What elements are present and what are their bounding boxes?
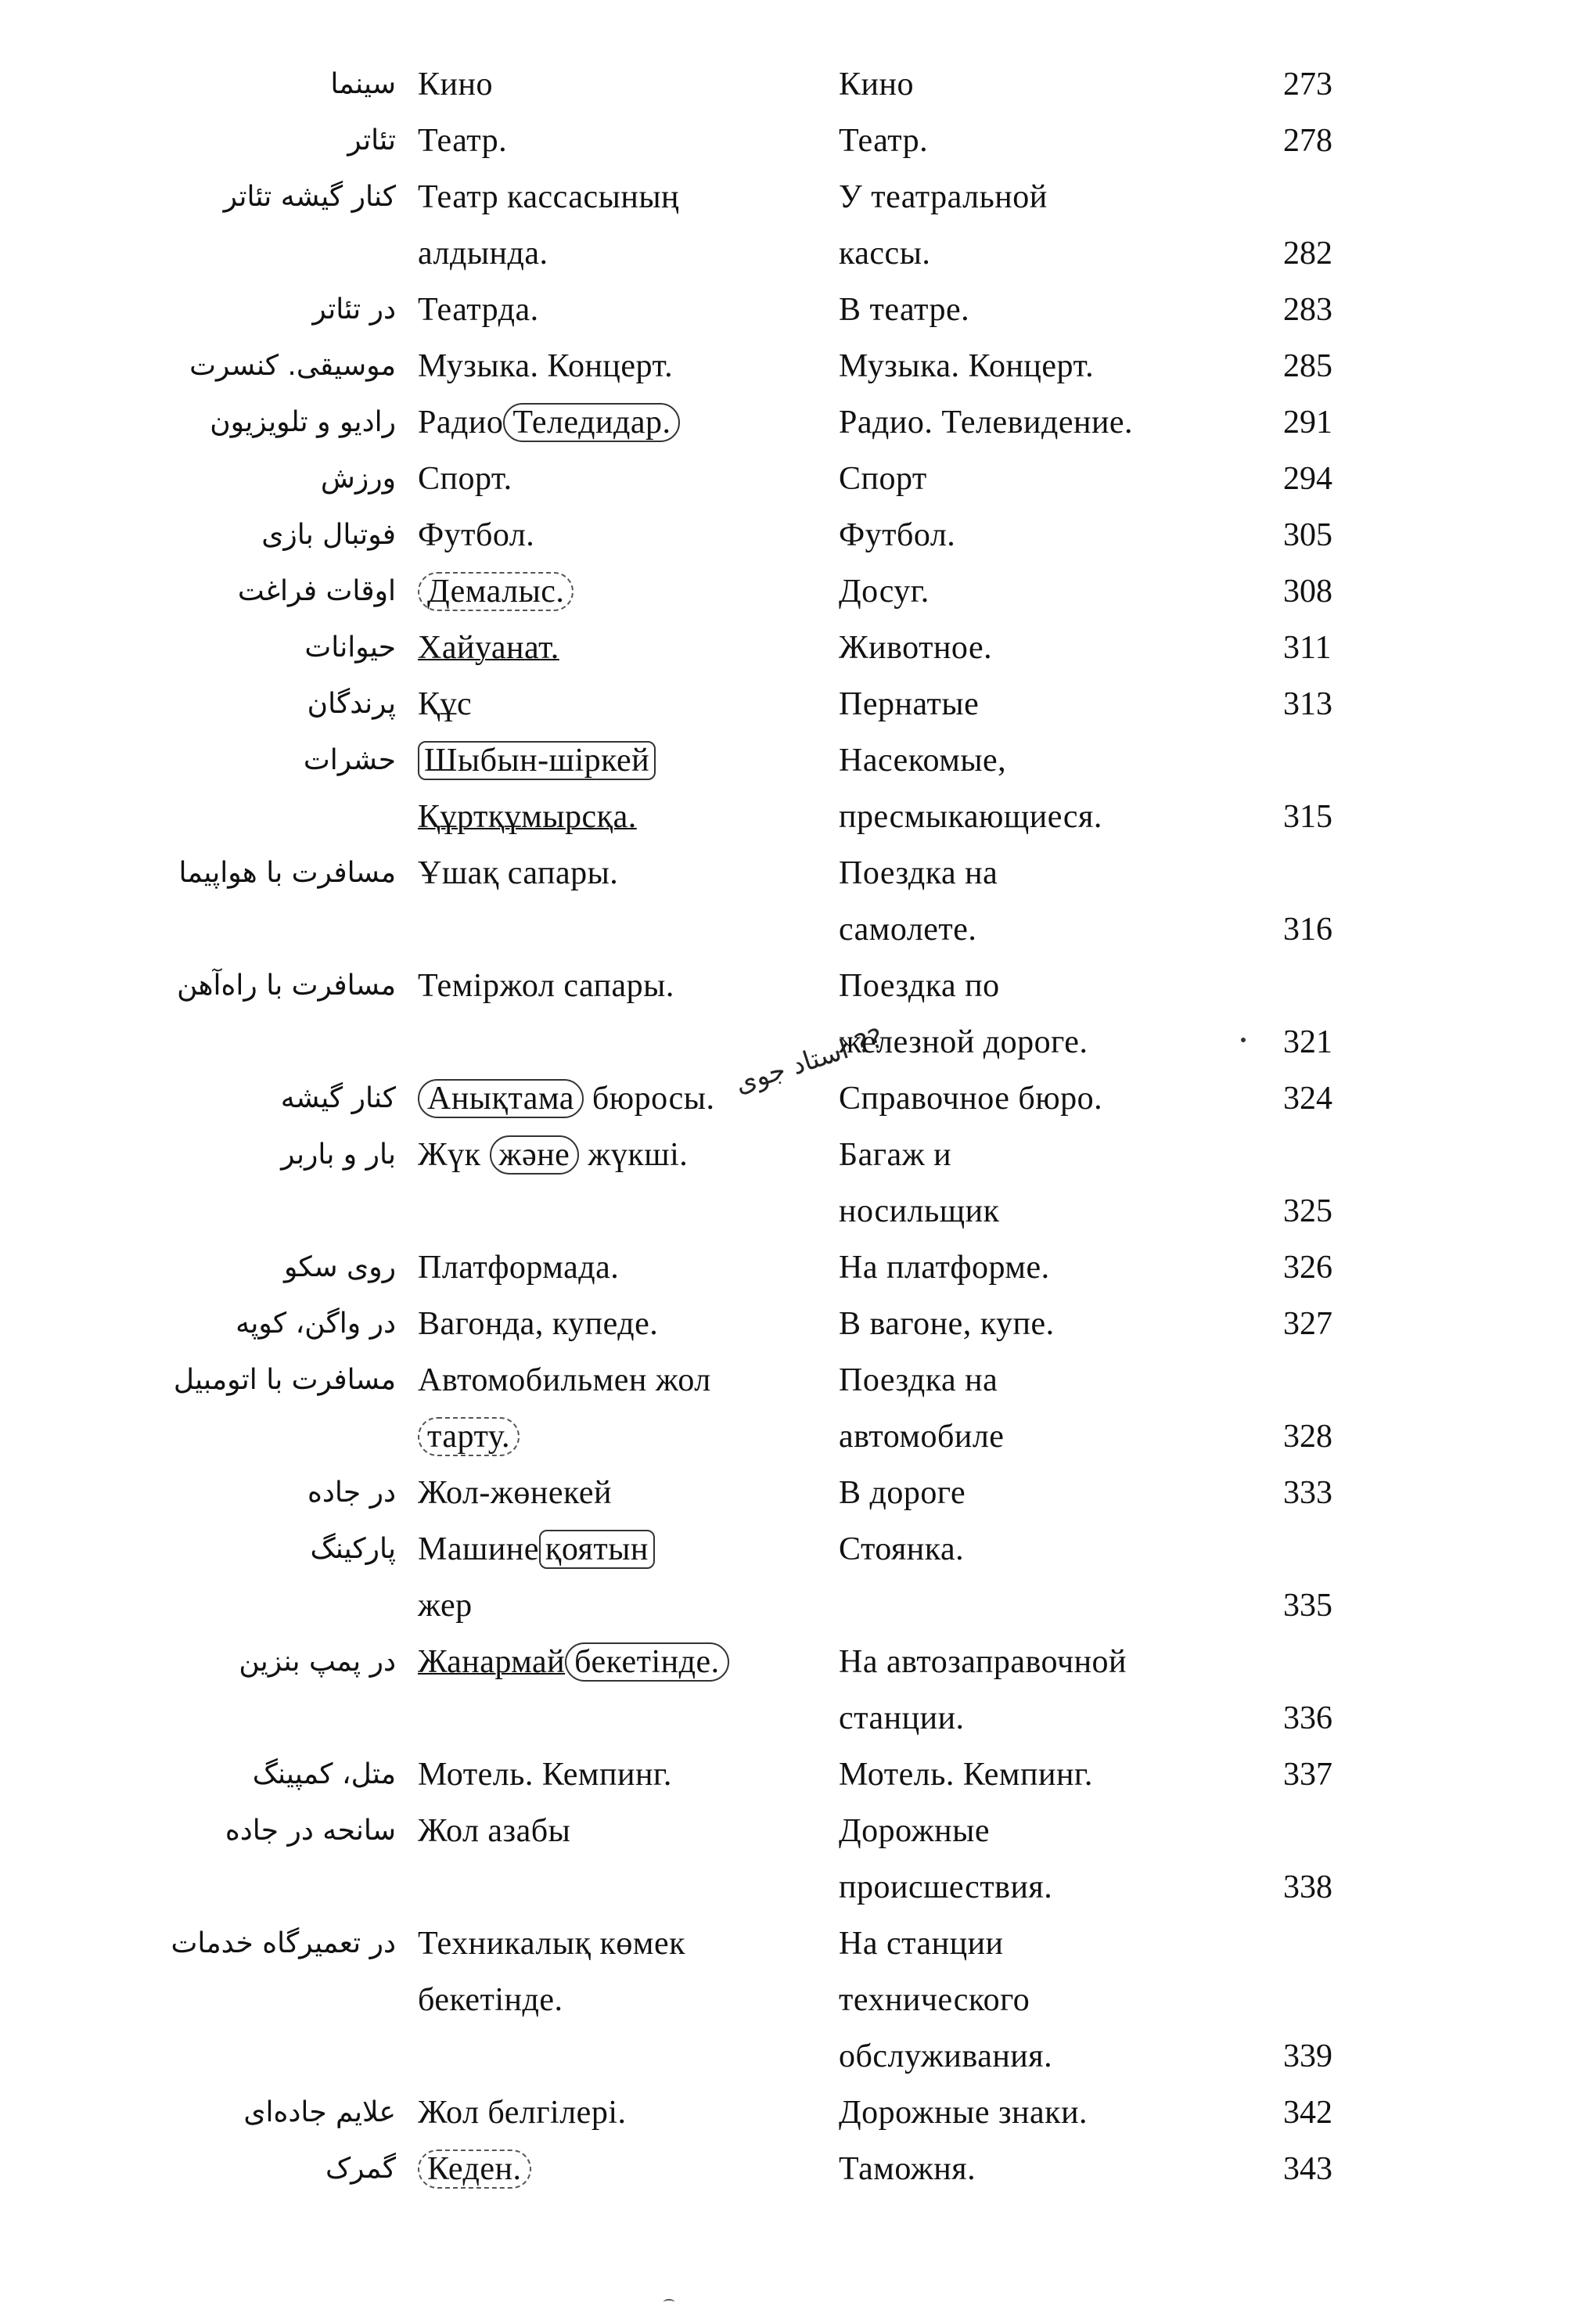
- toc-row: [0, 2141, 1593, 2197]
- toc-row: [0, 732, 1593, 789]
- russian-title: автомобиле: [839, 1419, 1005, 1455]
- persian-title: روی سکو: [283, 1251, 396, 1283]
- toc-row: [0, 225, 1593, 282]
- toc-row: [0, 1747, 1593, 1803]
- kazakh-title: [418, 1127, 688, 1183]
- page-number: 294: [1283, 461, 1332, 497]
- russian-title: Музыка. Концерт.: [839, 348, 1095, 384]
- kazakh-title: Платформада.: [418, 1250, 620, 1286]
- toc-row: [0, 1972, 1593, 2028]
- persian-title: در تئاتر: [312, 293, 396, 326]
- toc-row: [0, 901, 1593, 958]
- handwritten-circle-mark: Анықтама: [418, 1079, 584, 1118]
- kazakh-title: Театр кассасының: [418, 179, 680, 215]
- kazakh-title: Спорт.: [418, 461, 512, 497]
- russian-title: В дороге: [839, 1475, 966, 1511]
- persian-title: گمرک: [325, 2153, 396, 2185]
- russian-title: Справочное бюро.: [839, 1081, 1103, 1117]
- page-number: 316: [1283, 912, 1332, 948]
- toc-row: [0, 1521, 1593, 1578]
- handwritten-annotation: ?? استاد جوی: [731, 1022, 887, 1100]
- toc-row: [0, 451, 1593, 507]
- kazakh-title: Вагонда, купеде.: [418, 1306, 659, 1342]
- russian-title: технического: [839, 1982, 1030, 2018]
- russian-title: самолете.: [839, 912, 977, 948]
- russian-title: Дорожные знаки.: [839, 2095, 1088, 2131]
- toc-row: [0, 676, 1593, 732]
- russian-title: Театр.: [839, 123, 929, 159]
- page-number: 321: [1283, 1024, 1332, 1060]
- page-number: 325: [1283, 1193, 1332, 1229]
- russian-title: носильщик: [839, 1193, 1000, 1229]
- page-number: 336: [1283, 1700, 1332, 1736]
- russian-title: Животное.: [839, 630, 993, 666]
- russian-title: Радио. Телевидение.: [839, 405, 1134, 441]
- russian-title: Таможня.: [839, 2151, 976, 2187]
- page-number: 282: [1283, 236, 1332, 272]
- kazakh-title: Театрда.: [418, 292, 539, 328]
- toc-row: [0, 789, 1593, 845]
- page-number: 285: [1283, 348, 1332, 384]
- toc-row: [0, 620, 1593, 676]
- russian-title: В театре.: [839, 292, 970, 328]
- page-number: 273: [1283, 67, 1332, 103]
- persian-title: پارکینگ: [310, 1533, 396, 1565]
- page-number: 338: [1283, 1869, 1332, 1905]
- page-number: 335: [1283, 1588, 1332, 1624]
- handwritten-circle-mark: және: [490, 1135, 580, 1175]
- page-number: 326: [1283, 1250, 1332, 1286]
- kazakh-title: [418, 1070, 715, 1127]
- kazakh-title: жер: [418, 1588, 473, 1624]
- russian-title: Пернатые: [839, 686, 980, 722]
- russian-title: У театральной: [839, 179, 1048, 215]
- persian-title: در تعمیرگاه خدمات: [171, 1927, 396, 1959]
- persian-title: سینما: [330, 68, 396, 100]
- pencil-stroke-mark: [663, 2299, 674, 2305]
- kazakh-title: [418, 563, 574, 620]
- russian-title: Спорт: [839, 461, 927, 497]
- kazakh-title: [418, 1634, 729, 1690]
- russian-title: Поездка на: [839, 1362, 998, 1398]
- russian-title: железной дороге.: [839, 1024, 1088, 1060]
- page-number: 305: [1283, 517, 1332, 553]
- toc-row: [0, 394, 1593, 451]
- persian-title: متل، کمپینگ: [252, 1758, 396, 1790]
- persian-title: کنار گیشه: [280, 1082, 396, 1114]
- kazakh-title: [418, 1521, 655, 1578]
- kazakh-text: Жүк: [418, 1137, 481, 1173]
- russian-title: Кино: [839, 67, 914, 103]
- kazakh-text: Радио: [418, 405, 504, 441]
- page-number: 283: [1283, 292, 1332, 328]
- page-number: 342: [1283, 2095, 1332, 2131]
- kazakh-title: Футбол.: [418, 517, 535, 553]
- toc-row: [0, 1296, 1593, 1352]
- toc-row: [0, 958, 1593, 1014]
- page-number: 291: [1283, 405, 1332, 441]
- russian-title: Поездка по: [839, 968, 1000, 1004]
- handwritten-circle-mark: тарту.: [418, 1417, 520, 1456]
- kazakh-title: Кино: [418, 67, 493, 103]
- russian-title: Футбол.: [839, 517, 956, 553]
- kazakh-title: Автомобильмен жол: [418, 1362, 711, 1398]
- kazakh-text: бюросы.: [592, 1081, 715, 1117]
- table-of-contents: [0, 56, 1593, 2197]
- russian-title: станции.: [839, 1700, 965, 1736]
- kazakh-title: Жол белгілері.: [418, 2095, 627, 2131]
- toc-row: [0, 507, 1593, 563]
- handwritten-circle-mark: Демалыс.: [418, 572, 574, 611]
- toc-row: [0, 1408, 1593, 1465]
- page-number: 311: [1283, 630, 1332, 666]
- kazakh-title: Хайуанат.: [418, 630, 559, 666]
- toc-row: [0, 113, 1593, 169]
- kazakh-title: [418, 394, 680, 451]
- toc-row: [0, 282, 1593, 338]
- kazakh-title: бекетінде.: [418, 1982, 563, 2018]
- russian-title: Мотель. Кемпинг.: [839, 1757, 1093, 1793]
- persian-title: در واگن، کوپه: [236, 1308, 396, 1340]
- toc-row: [0, 1127, 1593, 1183]
- persian-title: مسافرت با هواپیما: [178, 857, 396, 889]
- russian-title: В вагоне, купе.: [839, 1306, 1055, 1342]
- kazakh-title: Музыка. Концерт.: [418, 348, 674, 384]
- russian-title: обслуживания.: [839, 2038, 1053, 2074]
- page-number: 308: [1283, 574, 1332, 610]
- kazakh-title: алдында.: [418, 236, 548, 272]
- persian-title: ورزش: [320, 462, 396, 495]
- russian-title: Досуг.: [839, 574, 930, 610]
- kazakh-title: Мотель. Кемпинг.: [418, 1757, 672, 1793]
- russian-title: Дорожные: [839, 1813, 990, 1849]
- persian-title: حیوانات: [304, 631, 396, 664]
- persian-title: در پمپ بنزین: [239, 1646, 396, 1678]
- kazakh-title: [418, 2141, 531, 2197]
- persian-title: پرندگان: [307, 688, 396, 720]
- russian-title: Насекомые,: [839, 743, 1007, 779]
- toc-row: [0, 1803, 1593, 1859]
- persian-title: بار و باربر: [281, 1139, 396, 1171]
- russian-title: Багаж и: [839, 1137, 952, 1173]
- persian-title: کنار گیشه تئاتر: [223, 181, 396, 213]
- kazakh-title: Теміржол сапары.: [418, 968, 674, 1004]
- kazakh-title: Техникалық көмек: [418, 1926, 685, 1962]
- russian-title: Поездка на: [839, 855, 998, 891]
- russian-title: происшествия.: [839, 1869, 1053, 1905]
- kazakh-title: Жол азабы: [418, 1813, 571, 1849]
- persian-title: سانحه در جاده: [225, 1815, 396, 1847]
- page-number: 278: [1283, 123, 1332, 159]
- page-number: 337: [1283, 1757, 1332, 1793]
- page-number: 343: [1283, 2151, 1332, 2187]
- persian-title: اوقات فراغت: [237, 575, 396, 607]
- toc-row: [0, 2085, 1593, 2141]
- handwritten-circle-mark: Теледидар.: [503, 403, 680, 442]
- persian-title: حشرات: [303, 744, 396, 776]
- kazakh-title: [418, 1408, 520, 1465]
- toc-row: [0, 2028, 1593, 2085]
- persian-title: فوتبال بازی: [261, 519, 396, 551]
- toc-row: [0, 1183, 1593, 1239]
- toc-row: [0, 845, 1593, 901]
- toc-row: [0, 169, 1593, 225]
- russian-title: На автозаправочной: [839, 1644, 1127, 1680]
- page-number: 313: [1283, 686, 1332, 722]
- kazakh-title: Театр.: [418, 123, 508, 159]
- pencil-dot-mark: [1241, 1038, 1246, 1042]
- toc-row: [0, 56, 1593, 113]
- handwritten-box-mark: қоятын: [539, 1530, 655, 1569]
- russian-title: На платформе.: [839, 1250, 1050, 1286]
- toc-row: [0, 338, 1593, 394]
- toc-row: [0, 1859, 1593, 1916]
- handwritten-box-mark: Шыбын-шіркей: [418, 741, 656, 780]
- kazakh-text: Жанармай: [418, 1644, 566, 1680]
- kazakh-title: Құс: [418, 686, 473, 722]
- persian-title: رادیو و تلویزیون: [210, 406, 396, 438]
- toc-row: [0, 1690, 1593, 1747]
- persian-title: در جاده: [307, 1477, 396, 1509]
- russian-title: пресмыкающиеся.: [839, 799, 1102, 835]
- russian-title: На станции: [839, 1926, 1004, 1962]
- toc-row: [0, 1239, 1593, 1296]
- toc-row: [0, 1578, 1593, 1634]
- page-number: 315: [1283, 799, 1332, 835]
- toc-row: [0, 563, 1593, 620]
- kazakh-title: Жол-жөнекей: [418, 1475, 613, 1511]
- kazakh-title: [418, 732, 656, 789]
- page-number: 339: [1283, 2038, 1332, 2074]
- persian-title: مسافرت با راه‌آهن: [177, 970, 396, 1002]
- kazakh-title: Ұшақ сапары.: [418, 855, 619, 891]
- toc-row: [0, 1916, 1593, 1972]
- toc-row: [0, 1634, 1593, 1690]
- page-number: 333: [1283, 1475, 1332, 1511]
- persian-title: علایم جاده‌ای: [243, 2096, 396, 2128]
- persian-title: موسیقی. کنسرت: [189, 350, 396, 382]
- toc-row: [0, 1465, 1593, 1521]
- persian-title: مسافرت با اتومبیل: [173, 1364, 396, 1396]
- handwritten-circle-mark: Кеден.: [418, 2150, 531, 2189]
- page-number: 327: [1283, 1306, 1332, 1342]
- toc-row: [0, 1352, 1593, 1408]
- russian-title: Стоянка.: [839, 1531, 965, 1567]
- persian-title: تئاتر: [347, 124, 396, 156]
- handwritten-circle-mark: бекетінде.: [565, 1642, 728, 1682]
- page-number: 324: [1283, 1081, 1332, 1117]
- kazakh-title: Құртқұмырсқа.: [418, 799, 637, 835]
- kazakh-text: жүкші.: [588, 1137, 689, 1173]
- kazakh-text: Машине: [418, 1531, 539, 1567]
- page-number: 328: [1283, 1419, 1332, 1455]
- russian-title: кассы.: [839, 236, 931, 272]
